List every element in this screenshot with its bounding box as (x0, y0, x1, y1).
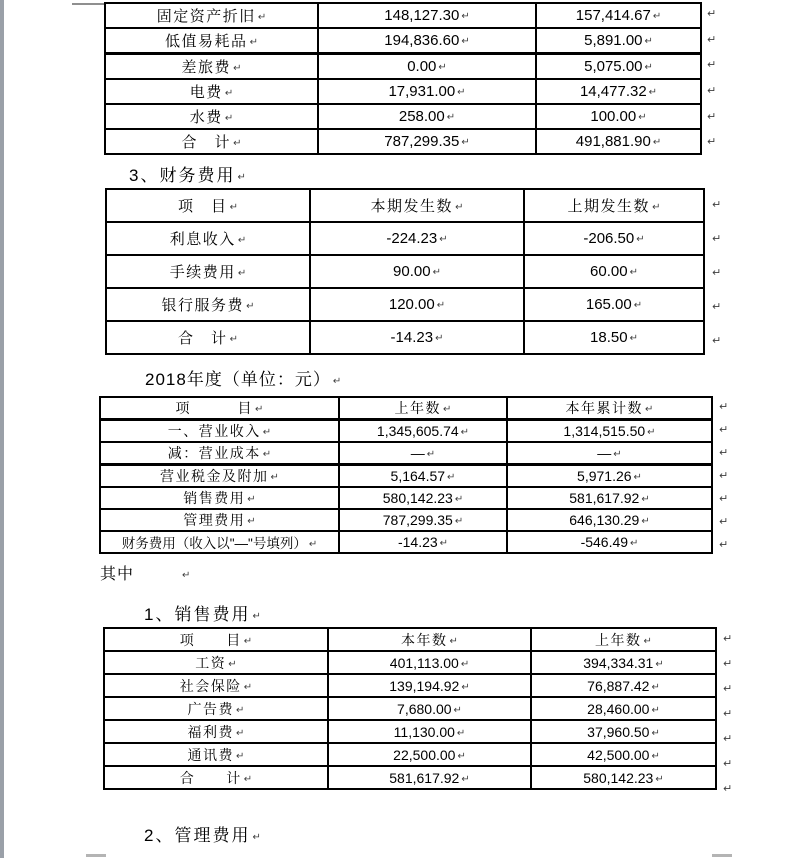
cell-value: 18.50 (590, 329, 628, 346)
table-row (104, 651, 716, 674)
row-label-cell (105, 104, 318, 129)
return-mark-icon: ↵ (237, 268, 247, 279)
cell-value: 258.00 (398, 108, 445, 125)
return-mark-icon: ↵ (252, 611, 261, 622)
return-mark-icon: ↵ (723, 683, 733, 695)
return-mark-icon: ↵ (707, 110, 717, 123)
return-mark-icon: ↵ (461, 137, 470, 148)
prior-value-cell (531, 720, 716, 743)
row-label-cell (104, 720, 328, 743)
return-mark-icon: ↵ (723, 708, 733, 720)
cell-value: 11,130.00 (393, 723, 455, 740)
return-mark-icon: ↵ (236, 750, 245, 762)
return-mark-icon: ↵ (224, 88, 234, 99)
return-mark-icon: ↵ (432, 267, 441, 278)
return-mark-icon: ↵ (236, 704, 245, 716)
cell-value: 581,617.92 (569, 490, 640, 506)
current-value-cell (328, 720, 531, 743)
cell-value: 580,142.23 (583, 769, 654, 786)
return-mark-icon: ↵ (651, 681, 660, 693)
cell-value: 28,460.00 (587, 700, 650, 717)
return-mark-icon: ↵ (641, 494, 650, 505)
cell-value: 100.00 (590, 108, 637, 125)
current-value-cell (507, 509, 712, 531)
row-label-cell (100, 465, 339, 488)
current-value-cell (310, 222, 524, 255)
return-mark-icon: ↵ (633, 472, 642, 483)
return-mark-icon: ↵ (707, 85, 717, 98)
return-mark-icon: ↵ (436, 300, 446, 311)
row-end-marks (710, 188, 721, 358)
table-row (105, 79, 701, 104)
return-mark-icon: ↵ (719, 493, 729, 505)
return-mark-icon: ↵ (723, 783, 733, 795)
cell-value: -206.50 (583, 230, 635, 247)
return-mark-icon: ↵ (461, 36, 470, 47)
return-mark-icon: ↵ (651, 750, 660, 762)
return-mark-icon: ↵ (645, 404, 654, 415)
sales-expense-table (103, 627, 717, 790)
page-left-edge (0, 0, 4, 858)
table-row (105, 104, 701, 129)
prior-value-cell (339, 442, 507, 465)
table-row (104, 743, 716, 766)
cell-value: 580,142.23 (382, 490, 453, 506)
prior-value-cell (536, 79, 701, 104)
return-mark-icon: ↵ (435, 333, 444, 344)
return-mark-icon: ↵ (461, 11, 470, 22)
return-mark-icon: ↵ (262, 449, 272, 460)
cell-value: 5,164.57 (390, 468, 446, 484)
heading-text: 1、销售费用 (144, 605, 251, 624)
return-mark-icon: ↵ (644, 36, 653, 47)
row-label: 减：营业成本 (167, 445, 261, 461)
return-mark-icon: ↵ (449, 635, 458, 647)
current-value-cell (507, 442, 712, 465)
cell-value: 120.00 (388, 296, 435, 313)
row-label: 低值易耗品 (165, 33, 248, 50)
prior-value-cell (339, 465, 507, 488)
table-row (104, 720, 716, 743)
header-item: 项 目 ↵ (100, 397, 339, 420)
row-label-cell (106, 255, 310, 288)
return-mark-icon: ↵ (652, 11, 662, 22)
return-mark-icon: ↵ (229, 202, 238, 213)
return-mark-icon: ↵ (655, 773, 664, 785)
cell-value: 194,836.60 (384, 32, 460, 49)
return-mark-icon: ↵ (712, 198, 722, 211)
current-value-cell (328, 766, 531, 789)
table-row (104, 766, 716, 789)
table-row (105, 28, 701, 54)
return-mark-icon: ↵ (255, 404, 264, 415)
row-label: 手续费用 (169, 264, 236, 281)
return-mark-icon: ↵ (651, 727, 660, 739)
current-value-cell (507, 465, 712, 488)
prior-value-cell (536, 104, 701, 129)
row-label-cell (105, 28, 318, 54)
return-mark-icon: ↵ (719, 539, 729, 551)
return-mark-icon: ↵ (723, 633, 733, 645)
row-label-cell (104, 697, 328, 720)
return-mark-icon: ↵ (707, 59, 717, 72)
heading-text: 2018年度（单位：元） (145, 370, 331, 389)
row-label: 电费 (189, 84, 223, 101)
return-mark-icon: ↵ (461, 773, 470, 785)
return-mark-icon: ↵ (454, 516, 464, 527)
table-row (100, 509, 712, 531)
cell-value: 787,299.35 (382, 512, 453, 528)
return-mark-icon: ↵ (712, 232, 722, 245)
return-mark-icon: ↵ (644, 62, 653, 73)
current-value-cell (328, 743, 531, 766)
cell-value: 17,931.00 (388, 83, 456, 100)
finance-expense-heading (129, 161, 246, 186)
return-mark-icon: ↵ (457, 750, 466, 762)
return-mark-icon: ↵ (447, 472, 456, 483)
current-value-cell (318, 28, 536, 54)
current-value-cell (507, 420, 712, 443)
table-row (104, 697, 716, 720)
header-row (100, 397, 712, 420)
return-mark-icon: ↵ (236, 727, 245, 739)
prior-value-cell (339, 420, 507, 443)
header-prior: 上年数 ↵ (531, 628, 716, 651)
row-label-cell (105, 129, 318, 154)
prior-value-cell (524, 288, 704, 321)
return-mark-icon: ↵ (237, 235, 247, 246)
return-mark-icon: ↵ (257, 12, 267, 23)
row-label-cell (106, 288, 310, 321)
return-mark-icon: ↵ (712, 334, 722, 347)
next-table-corner-left (86, 854, 106, 857)
cell-value: 42,500.00 (587, 746, 650, 763)
cell-value: — (597, 445, 612, 461)
prior-value-cell (536, 54, 701, 80)
current-value-cell (310, 321, 524, 354)
label-text: 其中 (100, 566, 135, 583)
table-row (106, 222, 704, 255)
next-table-corner-right (712, 854, 732, 857)
prior-value-cell (536, 3, 701, 28)
row-label: 财务费用（收入以"—"号填列） (121, 536, 307, 551)
cell-value: 5,971.26 (577, 468, 632, 484)
cell-value: 5,891.00 (584, 32, 643, 49)
current-value-cell (318, 104, 536, 129)
table-top-remnant-line (72, 3, 105, 5)
cell-value: -546.49 (580, 534, 629, 550)
heading-text: 2、管理费用 (144, 826, 251, 845)
return-mark-icon: ↵ (332, 376, 342, 387)
cell-value: 157,414.67 (575, 7, 651, 24)
header-item: 项 目 ↵ (104, 628, 328, 651)
return-mark-icon: ↵ (719, 447, 729, 459)
current-value-cell (318, 129, 536, 154)
cell-value: 90.00 (393, 263, 431, 280)
return-mark-icon: ↵ (243, 681, 253, 693)
row-label: 通讯费 (187, 746, 235, 763)
return-mark-icon: ↵ (461, 681, 470, 693)
row-label-cell (104, 674, 328, 697)
return-mark-icon: ↵ (457, 87, 466, 98)
cell-value: 37,960.50 (587, 723, 650, 740)
row-label: 银行服务费 (161, 297, 245, 314)
return-mark-icon: ↵ (446, 112, 456, 123)
row-label: 合 计 (178, 330, 228, 347)
return-mark-icon: ↵ (719, 424, 729, 436)
among-which-label (100, 561, 190, 584)
cell-value: -224.23 (386, 230, 438, 247)
cell-value: 60.00 (590, 263, 628, 280)
return-mark-icon: ↵ (308, 539, 318, 550)
cell-value: 1,314,515.50 (563, 423, 646, 439)
table-row (105, 54, 701, 80)
cell-value: 14,477.32 (579, 83, 647, 100)
return-mark-icon: ↵ (719, 401, 729, 413)
header-current: 本期发生数 ↵ (310, 189, 524, 222)
table-row (105, 129, 701, 154)
table-row (100, 531, 712, 553)
return-mark-icon: ↵ (633, 300, 643, 311)
header-current: 本年累计数 ↵ (507, 397, 712, 420)
return-mark-icon: ↵ (243, 773, 253, 785)
current-value-cell (328, 674, 531, 697)
prior-value-cell (339, 509, 507, 531)
return-mark-icon: ↵ (707, 136, 717, 149)
return-mark-icon: ↵ (712, 300, 722, 313)
return-mark-icon: ↵ (638, 112, 647, 123)
current-value-cell (507, 487, 712, 509)
header-item: 项 目 ↵ (106, 189, 310, 222)
row-label: 利息收入 (169, 231, 236, 248)
prior-value-cell (524, 255, 704, 288)
prior-value-cell (531, 743, 716, 766)
admin-expense-heading (144, 821, 261, 846)
row-label-cell (105, 79, 318, 104)
return-mark-icon: ↵ (643, 635, 652, 647)
return-mark-icon: ↵ (629, 267, 638, 278)
cell-value: -14.23 (390, 329, 434, 346)
header-prior: 上年数 ↵ (339, 397, 507, 420)
row-label: 合 计 (181, 134, 232, 151)
table-row (100, 487, 712, 509)
finance-expense-table (105, 188, 705, 355)
row-label: 福利费 (187, 723, 235, 740)
row-label-cell (100, 487, 339, 509)
return-mark-icon: ↵ (630, 538, 639, 549)
return-mark-icon: ↵ (439, 538, 449, 549)
current-value-cell (318, 54, 536, 80)
sales-expense-heading (144, 600, 261, 625)
row-label: 合 计 (179, 769, 242, 786)
return-mark-icon: ↵ (443, 404, 452, 415)
return-mark-icon: ↵ (456, 727, 466, 739)
return-mark-icon: ↵ (243, 635, 253, 647)
cell-value: 646,130.29 (569, 512, 640, 528)
row-label-cell (100, 420, 339, 443)
row-label: 社会保险 (179, 677, 242, 694)
return-mark-icon: ↵ (652, 137, 662, 148)
row-label-cell (100, 531, 339, 553)
header-row (104, 628, 716, 651)
cell-value: 394,334.31 (583, 654, 654, 671)
cell-value: 787,299.35 (384, 133, 460, 150)
row-label: 一、营业收入 (167, 423, 261, 439)
row-label: 工资 (195, 654, 227, 671)
heading-text: 3、财务费用 (129, 166, 236, 185)
current-value-cell (507, 531, 712, 553)
return-mark-icon: ↵ (252, 832, 261, 843)
row-label-cell (104, 651, 328, 674)
prior-value-cell (339, 487, 507, 509)
row-label: 销售费用 (183, 490, 246, 506)
return-mark-icon: ↵ (460, 427, 470, 438)
prior-value-cell (536, 129, 701, 154)
table-row (100, 465, 712, 488)
return-mark-icon: ↵ (636, 234, 645, 245)
annual-2018-summary-table (99, 396, 713, 554)
return-mark-icon: ↵ (652, 202, 661, 213)
prior-value-cell (524, 222, 704, 255)
return-mark-icon: ↵ (712, 266, 722, 279)
return-mark-icon: ↵ (460, 658, 470, 670)
row-label: 管理费用 (183, 512, 246, 528)
row-label: 水费 (189, 109, 223, 126)
return-mark-icon: ↵ (426, 449, 436, 460)
cell-value: 139,194.92 (389, 677, 460, 694)
return-mark-icon: ↵ (247, 494, 256, 505)
cell-value: 581,617.92 (389, 769, 460, 786)
row-label: 固定资产折旧 (156, 8, 256, 25)
prior-value-cell (531, 651, 716, 674)
row-end-marks (717, 396, 728, 557)
cell-value: 0.00 (407, 58, 437, 75)
return-mark-icon: ↵ (233, 63, 242, 74)
return-mark-icon: ↵ (237, 172, 246, 183)
return-mark-icon: ↵ (454, 494, 464, 505)
row-label: 营业税金及附加 (160, 468, 269, 484)
prior-value-cell (524, 321, 704, 354)
row-label-cell (105, 54, 318, 80)
current-value-cell (310, 255, 524, 288)
cell-value: 22,500.00 (393, 746, 456, 763)
return-mark-icon: ↵ (707, 8, 717, 21)
row-label: 差旅费 (181, 59, 232, 76)
table-row (100, 442, 712, 465)
return-mark-icon: ↵ (613, 449, 622, 460)
return-mark-icon: ↵ (247, 516, 256, 527)
prior-value-cell (339, 531, 507, 553)
row-label-cell (104, 743, 328, 766)
return-mark-icon: ↵ (648, 87, 658, 98)
return-mark-icon: ↵ (707, 33, 717, 46)
row-end-marks (721, 627, 732, 802)
cell-value: 148,127.30 (384, 7, 460, 24)
prior-value-cell (531, 674, 716, 697)
return-mark-icon: ↵ (262, 427, 272, 438)
return-mark-icon: ↵ (647, 427, 656, 438)
table-row (106, 288, 704, 321)
annual-2018-heading (145, 365, 341, 390)
return-mark-icon: ↵ (228, 658, 237, 670)
prior-value-cell (531, 766, 716, 789)
return-mark-icon: ↵ (246, 301, 255, 312)
table-row (104, 674, 716, 697)
return-mark-icon: ↵ (719, 470, 729, 482)
return-mark-icon: ↵ (651, 704, 660, 716)
row-label-cell (106, 321, 310, 354)
table-row (106, 255, 704, 288)
prior-value-cell (531, 697, 716, 720)
current-value-cell (318, 3, 536, 28)
return-mark-icon: ↵ (723, 758, 733, 770)
return-mark-icon: ↵ (233, 138, 242, 149)
cell-value: 1,345,605.74 (376, 423, 459, 439)
return-mark-icon: ↵ (629, 333, 638, 344)
cell-value: 165.00 (585, 296, 632, 313)
cell-value: 401,113.00 (389, 654, 459, 671)
cell-value: 5,075.00 (584, 58, 643, 75)
header-row (106, 189, 704, 222)
current-value-cell (310, 288, 524, 321)
table-row (105, 3, 701, 28)
row-label-cell (105, 3, 318, 28)
cell-value: -14.23 (397, 534, 438, 550)
current-value-cell (328, 697, 531, 720)
return-mark-icon: ↵ (455, 202, 464, 213)
return-mark-icon: ↵ (719, 516, 729, 528)
return-mark-icon: ↵ (229, 334, 238, 345)
row-label-cell (100, 509, 339, 531)
table-row (100, 420, 712, 443)
return-mark-icon: ↵ (249, 37, 258, 48)
current-value-cell (328, 651, 531, 674)
header-current: 本年数 ↵ (328, 628, 531, 651)
row-end-marks (705, 2, 716, 156)
return-mark-icon: ↵ (224, 113, 234, 124)
cell-value: — (410, 445, 425, 461)
header-prior: 上期发生数 ↵ (524, 189, 704, 222)
row-label-cell (100, 442, 339, 465)
cell-value: 76,887.42 (587, 677, 650, 694)
cell-value: 491,881.90 (575, 133, 651, 150)
return-mark-icon: ↵ (641, 516, 650, 527)
prior-value-cell (536, 28, 701, 54)
return-mark-icon: ↵ (182, 570, 191, 581)
cell-value: 7,680.00 (397, 700, 452, 717)
row-label-cell (106, 222, 310, 255)
return-mark-icon: ↵ (453, 704, 462, 716)
return-mark-icon: ↵ (439, 234, 448, 245)
current-value-cell (318, 79, 536, 104)
table-row (106, 321, 704, 354)
return-mark-icon: ↵ (655, 658, 664, 670)
return-mark-icon: ↵ (438, 62, 447, 73)
return-mark-icon: ↵ (723, 733, 733, 745)
return-mark-icon: ↵ (270, 472, 279, 483)
management-expense-detail-table (104, 2, 702, 155)
return-mark-icon: ↵ (723, 658, 733, 670)
row-label: 广告费 (187, 700, 235, 717)
row-label-cell (104, 766, 328, 789)
